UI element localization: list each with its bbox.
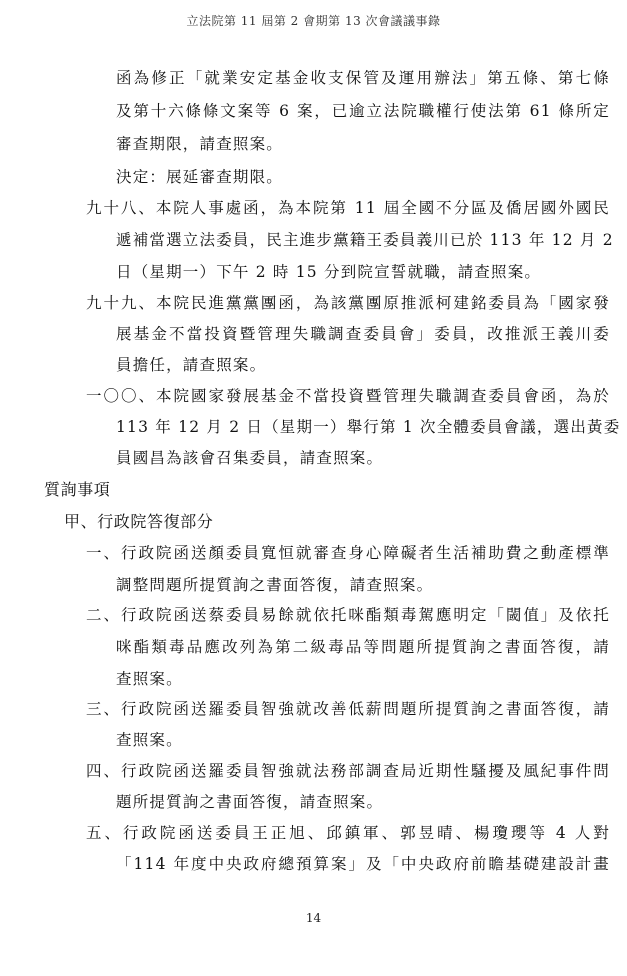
minutes-line: 遞補當選立法委員，民主進步黨籍王委員義川已於 113 年 12 月 2 bbox=[116, 231, 614, 249]
minutes-line: 「114 年度中央政府總預算案」及「中央政府前瞻基礎建設計畫 bbox=[116, 855, 610, 873]
section-title: 質詢事項 bbox=[44, 480, 111, 499]
minutes-line: 及第十六條條文案等 6 案，已逾立法院職權行使法第 61 條所定 bbox=[116, 102, 610, 120]
minutes-line: 日（星期一）下午 2 時 15 分到院宣誓就職，請查照案。 bbox=[116, 263, 542, 281]
agenda-item-100: 一〇〇、本院國家發展基金不當投資暨管理失職調查委員會函，為於 bbox=[86, 387, 610, 405]
minutes-line: 查照案。 bbox=[116, 731, 183, 749]
agenda-item-98: 九十八、本院人事處函，為本院第 11 屆全國不分區及僑居國外國民 bbox=[86, 199, 610, 217]
decision-line: 決定：展延審查期限。 bbox=[116, 168, 284, 186]
interpellation-item-2: 二、行政院函送蔡委員易餘就依托咪酯類毒駕應明定「閾值」及依托 bbox=[86, 606, 610, 624]
minutes-line: 員國昌為該會召集委員，請查照案。 bbox=[116, 449, 384, 467]
minutes-line: 展基金不當投資暨管理失職調查委員會」委員，改推派王義川委 bbox=[116, 325, 610, 343]
interpellation-item-1: 一、行政院函送顏委員寬恒就審查身心障礙者生活補助費之動產標準 bbox=[86, 544, 610, 562]
subsection-title: 甲、行政院答復部分 bbox=[64, 512, 214, 531]
interpellation-item-3: 三、行政院函送羅委員智強就改善低薪問題所提質詢之書面答復，請 bbox=[86, 700, 610, 718]
minutes-line: 函為修正「就業安定基金收支保管及運用辦法」第五條、第七條 bbox=[116, 69, 610, 87]
minutes-line: 113 年 12 月 2 日（星期一）舉行第 1 次全體委員會議，選出黃委 bbox=[116, 418, 621, 436]
minutes-line: 調整問題所提質詢之書面答復，請查照案。 bbox=[116, 576, 434, 594]
minutes-line: 咪酯類毒品應改列為第二級毒品等問題所提質詢之書面答復，請 bbox=[116, 638, 610, 656]
minutes-line: 審查期限，請查照案。 bbox=[116, 135, 284, 153]
interpellation-item-4: 四、行政院函送羅委員智強就法務部調查局近期性騷擾及風紀事件問 bbox=[86, 762, 610, 780]
minutes-line: 員擔任，請查照案。 bbox=[116, 356, 267, 374]
minutes-line: 題所提質詢之書面答復，請查照案。 bbox=[116, 793, 384, 811]
page-header: 立法院第 11 屆第 2 會期第 13 次會議議事錄 bbox=[186, 14, 441, 28]
interpellation-item-5: 五、行政院函送委員王正旭、邱鎮軍、郭昱晴、楊瓊瓔等 4 人對 bbox=[86, 824, 610, 842]
minutes-line: 查照案。 bbox=[116, 670, 183, 688]
agenda-item-99: 九十九、本院民進黨黨團函，為該黨團原推派柯建銘委員為「國家發 bbox=[86, 294, 610, 312]
page-number: 14 bbox=[305, 911, 322, 925]
